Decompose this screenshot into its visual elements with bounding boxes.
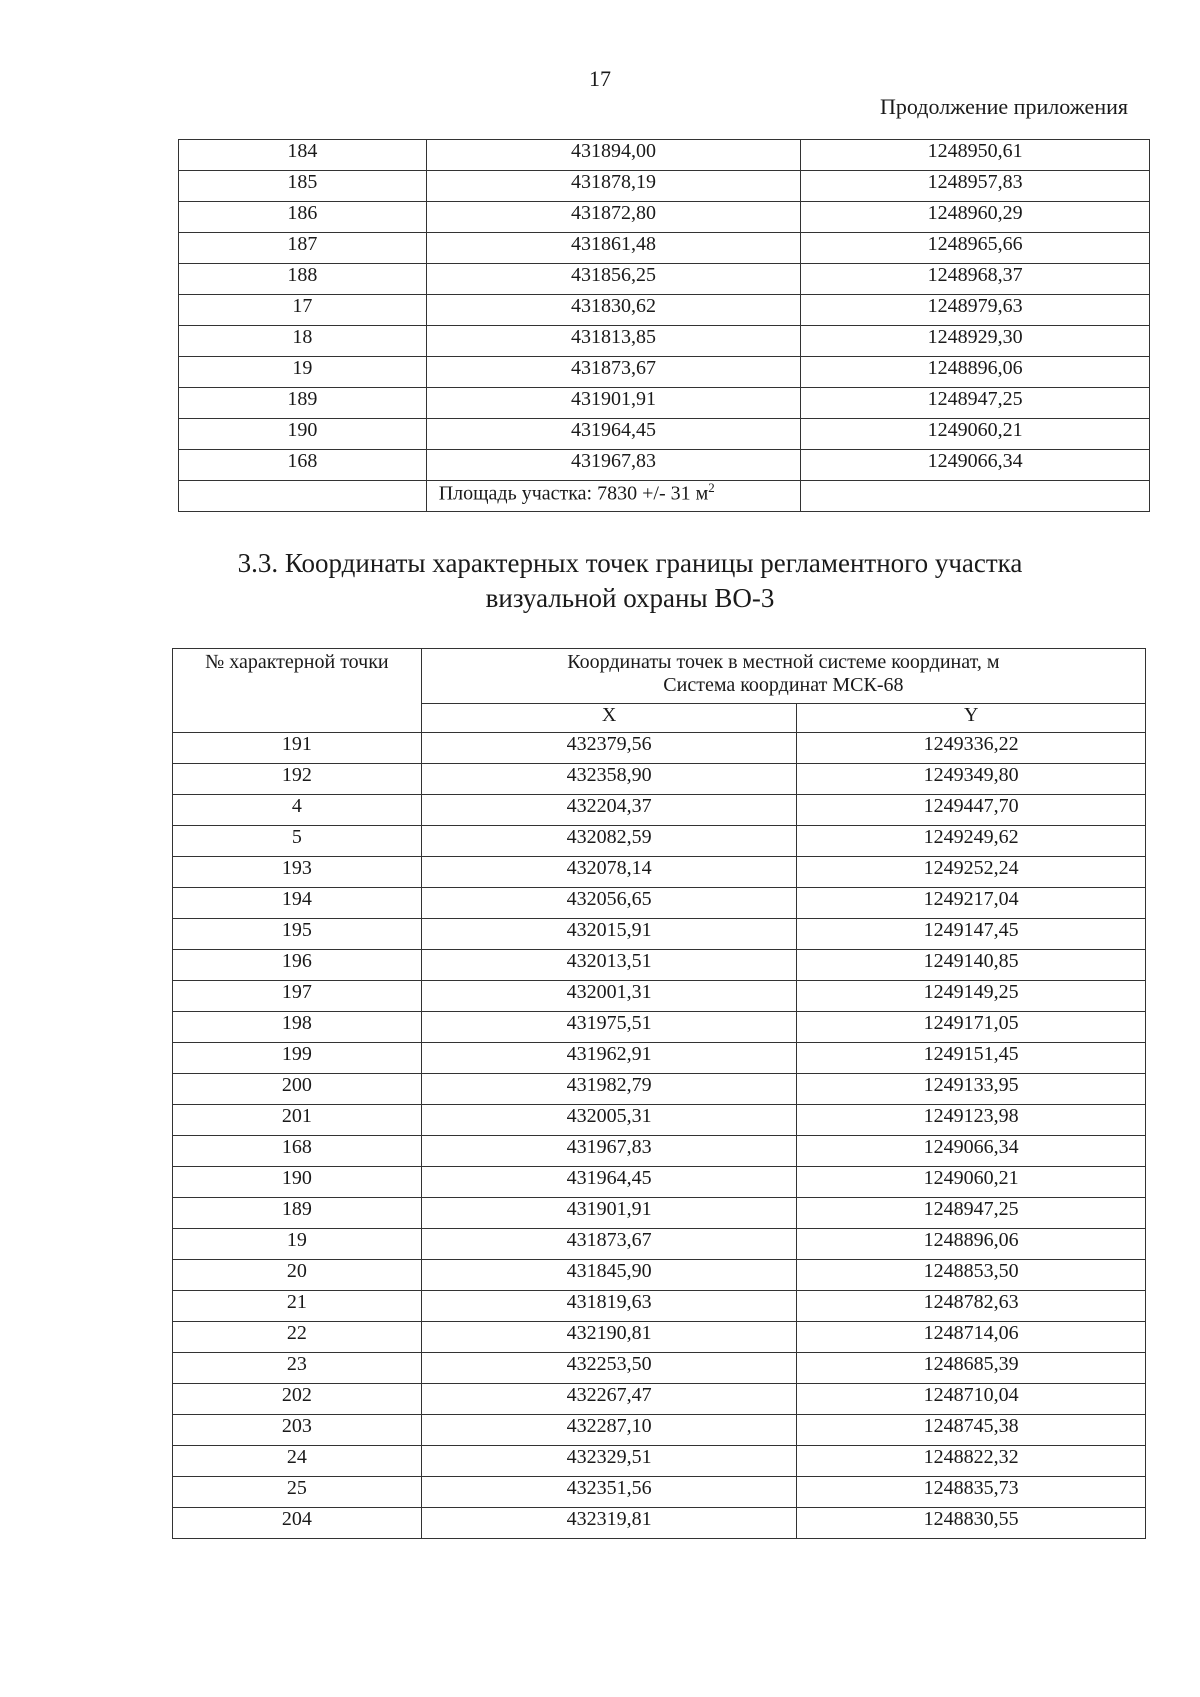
table-row [173, 1353, 1146, 1384]
x-coordinate-cell: 432379,56 [421, 733, 797, 764]
header-coordinates-line1: Координаты точек в местной системе координат, м [567, 651, 1000, 673]
x-coordinate-cell: 431967,83 [421, 1136, 797, 1167]
y-coordinate-cell: 1248947,25 [801, 388, 1150, 419]
x-coordinate-cell: 431964,45 [426, 419, 801, 450]
x-coordinate-cell: 431861,48 [426, 233, 801, 264]
header-coordinates [421, 649, 1145, 704]
area-cell [426, 481, 801, 512]
y-coordinate-cell: 1248968,37 [801, 264, 1150, 295]
point-number-cell: 24 [173, 1446, 422, 1477]
x-coordinate-cell: 431830,62 [426, 295, 801, 326]
header-point-number: № характерной точки [173, 649, 422, 733]
x-coordinate-cell: 432190,81 [421, 1322, 797, 1353]
y-coordinate-cell: 1248896,06 [797, 1229, 1146, 1260]
point-number-cell: 197 [173, 981, 422, 1012]
y-coordinate-cell: 1248896,06 [801, 357, 1150, 388]
table-row [173, 919, 1146, 950]
x-coordinate-cell: 432056,65 [421, 888, 797, 919]
table-row [173, 1415, 1146, 1446]
table-row [173, 1291, 1146, 1322]
x-coordinate-cell: 431813,85 [426, 326, 801, 357]
y-coordinate-cell: 1249147,45 [797, 919, 1146, 950]
area-label: Площадь участка: 7830 +/- 31 м [438, 482, 709, 505]
x-coordinate-cell: 431975,51 [421, 1012, 797, 1043]
table-row [179, 295, 1150, 326]
x-coordinate-cell: 432287,10 [421, 1415, 797, 1446]
y-coordinate-cell: 1248979,63 [801, 295, 1150, 326]
table-row [173, 1012, 1146, 1043]
table-row [179, 171, 1150, 202]
table-row [179, 388, 1150, 419]
y-coordinate-cell: 1249447,70 [797, 795, 1146, 826]
section-title [150, 546, 1110, 616]
table-row [179, 233, 1150, 264]
point-number-cell: 194 [173, 888, 422, 919]
x-coordinate-cell: 431856,25 [426, 264, 801, 295]
y-coordinate-cell: 1248853,50 [797, 1260, 1146, 1291]
table-row [173, 857, 1146, 888]
y-coordinate-cell: 1249149,25 [797, 981, 1146, 1012]
point-number-cell: 23 [173, 1353, 422, 1384]
x-coordinate-cell: 432204,37 [421, 795, 797, 826]
point-number-cell: 22 [173, 1322, 422, 1353]
table-row [173, 1229, 1146, 1260]
x-coordinate-cell: 431967,83 [426, 450, 801, 481]
table1-body [179, 140, 1150, 512]
point-number-cell: 191 [173, 733, 422, 764]
point-number-cell: 198 [173, 1012, 422, 1043]
section-title-line2: визуальной охраны ВО-3 [485, 583, 775, 614]
table-row [173, 981, 1146, 1012]
table-row [179, 202, 1150, 233]
table-row [173, 1477, 1146, 1508]
table-row [173, 826, 1146, 857]
point-number-cell: 195 [173, 919, 422, 950]
y-coordinate-cell: 1248685,39 [797, 1353, 1146, 1384]
point-number-cell: 19 [173, 1229, 422, 1260]
area-empty-cell [179, 481, 427, 512]
y-coordinate-cell: 1249066,34 [797, 1136, 1146, 1167]
table-row [173, 888, 1146, 919]
table-row [173, 1446, 1146, 1477]
point-number-cell: 190 [173, 1167, 422, 1198]
y-coordinate-cell: 1249249,62 [797, 826, 1146, 857]
point-number-cell: 188 [179, 264, 427, 295]
point-number-cell: 193 [173, 857, 422, 888]
y-coordinate-cell: 1248957,83 [801, 171, 1150, 202]
y-coordinate-cell: 1249123,98 [797, 1105, 1146, 1136]
y-coordinate-cell: 1248822,32 [797, 1446, 1146, 1477]
header-x: X [421, 704, 797, 733]
x-coordinate-cell: 431873,67 [426, 357, 801, 388]
table-row [173, 1260, 1146, 1291]
point-number-cell: 17 [179, 295, 427, 326]
y-coordinate-cell: 1249133,95 [797, 1074, 1146, 1105]
point-number-cell: 25 [173, 1477, 422, 1508]
table-row [173, 1508, 1146, 1539]
x-coordinate-cell: 431819,63 [421, 1291, 797, 1322]
point-number-cell: 199 [173, 1043, 422, 1074]
table-row [173, 1198, 1146, 1229]
point-number-cell: 204 [173, 1508, 422, 1539]
table-row [173, 733, 1146, 764]
point-number-cell: 5 [173, 826, 422, 857]
y-coordinate-cell: 1248710,04 [797, 1384, 1146, 1415]
x-coordinate-cell: 431845,90 [421, 1260, 797, 1291]
point-number-cell: 21 [173, 1291, 422, 1322]
table-row [179, 357, 1150, 388]
point-number-cell: 184 [179, 140, 427, 171]
x-coordinate-cell: 432351,56 [421, 1477, 797, 1508]
table-row [173, 1136, 1146, 1167]
x-coordinate-cell: 432082,59 [421, 826, 797, 857]
area-empty-cell [801, 481, 1150, 512]
table-row [179, 140, 1150, 171]
y-coordinate-cell: 1249060,21 [801, 419, 1150, 450]
table-row [173, 795, 1146, 826]
x-coordinate-cell: 431982,79 [421, 1074, 797, 1105]
area-unit-superscript: 2 [708, 480, 715, 495]
table-row [173, 764, 1146, 795]
x-coordinate-cell: 432358,90 [421, 764, 797, 795]
point-number-cell: 18 [179, 326, 427, 357]
coordinates-table-continued [178, 139, 1150, 512]
point-number-cell: 187 [179, 233, 427, 264]
y-coordinate-cell: 1248965,66 [801, 233, 1150, 264]
x-coordinate-cell: 432078,14 [421, 857, 797, 888]
table-row [179, 326, 1150, 357]
y-coordinate-cell: 1249349,80 [797, 764, 1146, 795]
point-number-cell: 201 [173, 1105, 422, 1136]
x-coordinate-cell: 432319,81 [421, 1508, 797, 1539]
y-coordinate-cell: 1249060,21 [797, 1167, 1146, 1198]
point-number-cell: 19 [179, 357, 427, 388]
x-coordinate-cell: 432015,91 [421, 919, 797, 950]
y-coordinate-cell: 1248830,55 [797, 1508, 1146, 1539]
y-coordinate-cell: 1249217,04 [797, 888, 1146, 919]
header-coordinates-line2: Система координат МСК-68 [663, 674, 904, 696]
x-coordinate-cell: 432013,51 [421, 950, 797, 981]
y-coordinate-cell: 1249140,85 [797, 950, 1146, 981]
y-coordinate-cell: 1248835,73 [797, 1477, 1146, 1508]
table-row [179, 450, 1150, 481]
y-coordinate-cell: 1249151,45 [797, 1043, 1146, 1074]
table2-body [173, 733, 1146, 1539]
point-number-cell: 168 [173, 1136, 422, 1167]
point-number-cell: 189 [173, 1198, 422, 1229]
x-coordinate-cell: 431872,80 [426, 202, 801, 233]
y-coordinate-cell: 1249066,34 [801, 450, 1150, 481]
table-row [179, 419, 1150, 450]
x-coordinate-cell: 432001,31 [421, 981, 797, 1012]
y-coordinate-cell: 1248714,06 [797, 1322, 1146, 1353]
point-number-cell: 192 [173, 764, 422, 795]
x-coordinate-cell: 431878,19 [426, 171, 801, 202]
point-number-cell: 200 [173, 1074, 422, 1105]
x-coordinate-cell: 431901,91 [426, 388, 801, 419]
x-coordinate-cell: 431873,67 [421, 1229, 797, 1260]
y-coordinate-cell: 1248947,25 [797, 1198, 1146, 1229]
table-row [179, 264, 1150, 295]
y-coordinate-cell: 1249171,05 [797, 1012, 1146, 1043]
y-coordinate-cell: 1248782,63 [797, 1291, 1146, 1322]
section-title-line1: 3.3. Координаты характерных точек границы регламентного участка [237, 548, 1023, 578]
table-row [173, 1384, 1146, 1415]
y-coordinate-cell: 1248950,61 [801, 140, 1150, 171]
point-number-cell: 190 [179, 419, 427, 450]
table-row [173, 1105, 1146, 1136]
x-coordinate-cell: 432005,31 [421, 1105, 797, 1136]
y-coordinate-cell: 1248745,38 [797, 1415, 1146, 1446]
y-coordinate-cell: 1249252,24 [797, 857, 1146, 888]
table-row [173, 1322, 1146, 1353]
point-number-cell: 168 [179, 450, 427, 481]
x-coordinate-cell: 432253,50 [421, 1353, 797, 1384]
y-coordinate-cell: 1248929,30 [801, 326, 1150, 357]
y-coordinate-cell: 1249336,22 [797, 733, 1146, 764]
header-y: Y [797, 704, 1146, 733]
page-number: 17 [589, 66, 611, 91]
x-coordinate-cell: 432329,51 [421, 1446, 797, 1477]
table-row [173, 1167, 1146, 1198]
coordinates-table-vo3 [172, 648, 1146, 1539]
y-coordinate-cell: 1248960,29 [801, 202, 1150, 233]
table-row [173, 1043, 1146, 1074]
point-number-cell: 20 [173, 1260, 422, 1291]
point-number-cell: 189 [179, 388, 427, 419]
point-number-cell: 186 [179, 202, 427, 233]
table2-header [173, 649, 1146, 733]
point-number-cell: 185 [179, 171, 427, 202]
x-coordinate-cell: 431964,45 [421, 1167, 797, 1198]
table-row [173, 1074, 1146, 1105]
x-coordinate-cell: 431901,91 [421, 1198, 797, 1229]
table-row [173, 950, 1146, 981]
point-number-cell: 196 [173, 950, 422, 981]
x-coordinate-cell: 431962,91 [421, 1043, 797, 1074]
x-coordinate-cell: 432267,47 [421, 1384, 797, 1415]
x-coordinate-cell: 431894,00 [426, 140, 801, 171]
point-number-cell: 202 [173, 1384, 422, 1415]
area-row [179, 481, 1150, 512]
point-number-cell: 203 [173, 1415, 422, 1446]
point-number-cell: 4 [173, 795, 422, 826]
continuation-label: Продолжение приложения [880, 94, 1128, 119]
